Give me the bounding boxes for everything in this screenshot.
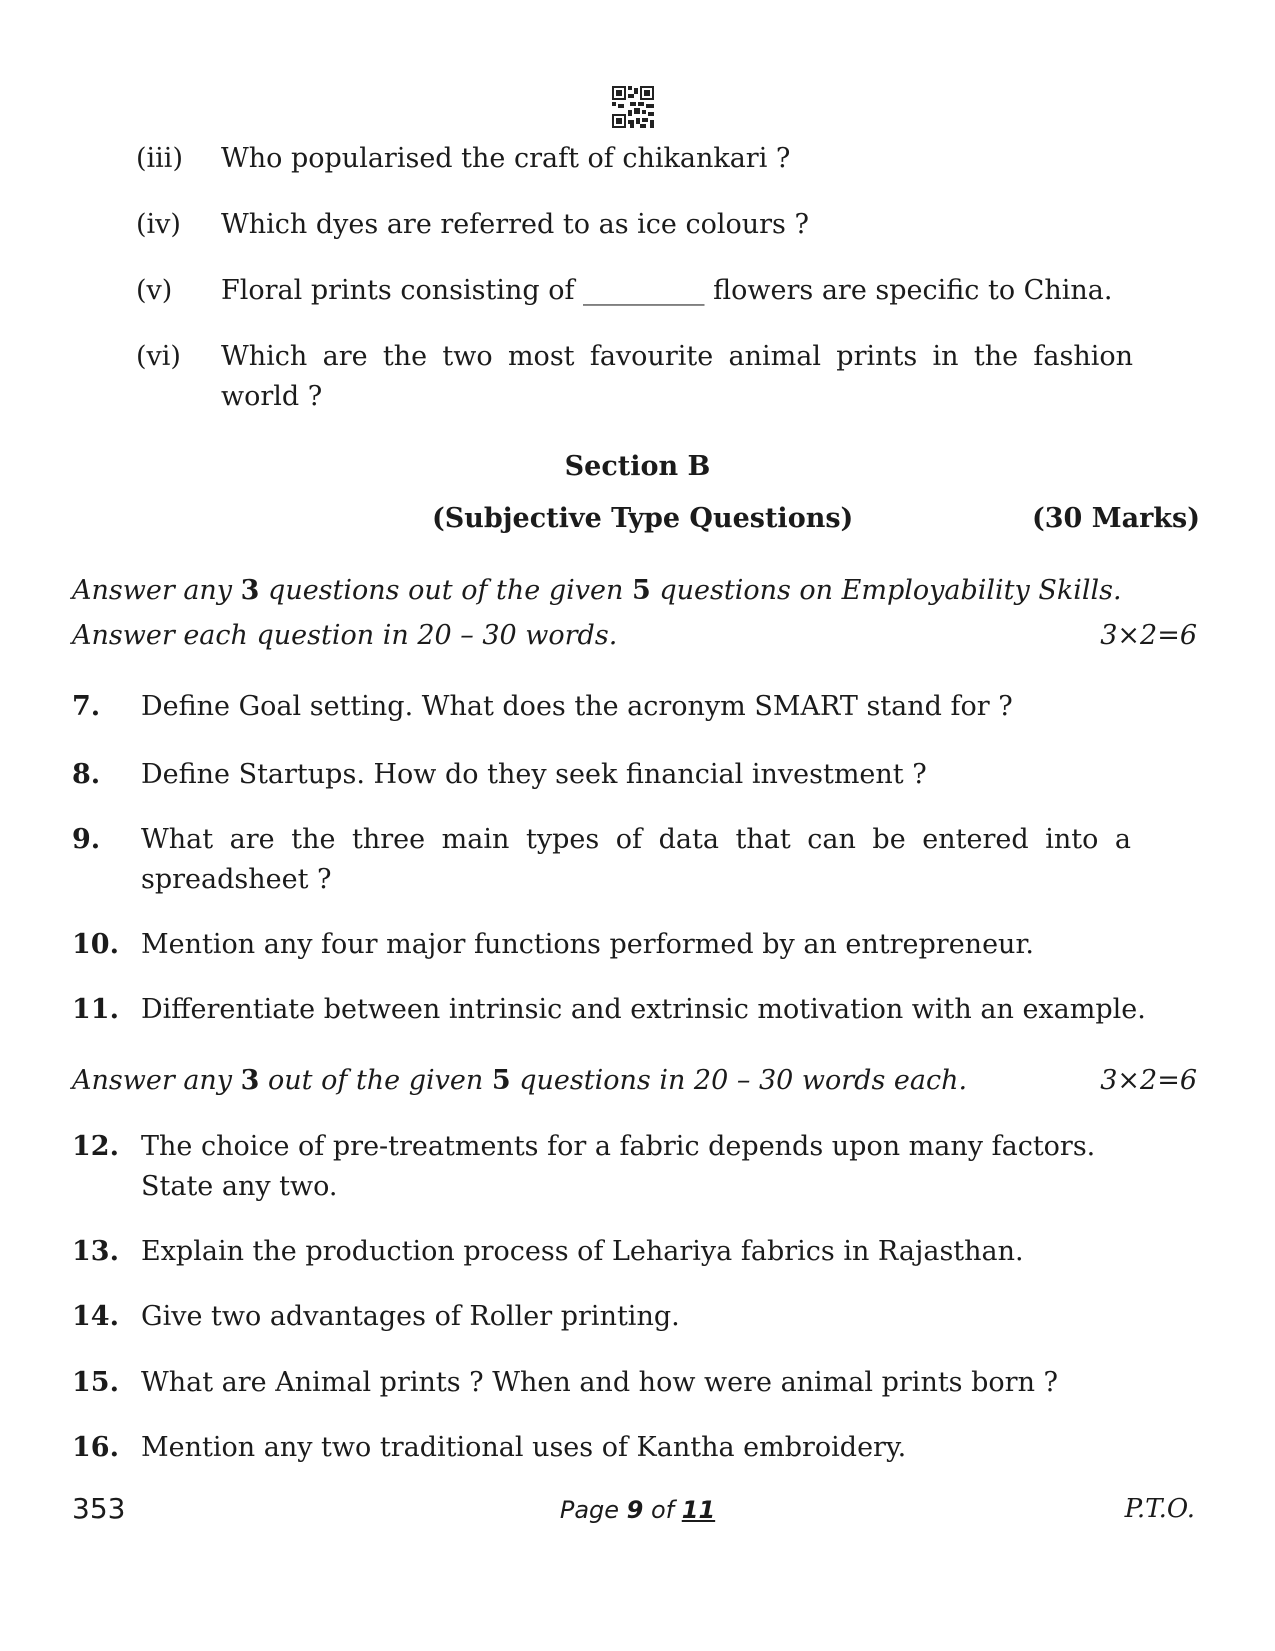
- page-label: Page: [559, 1496, 627, 1524]
- question-text: Mention any two traditional uses of Kantha embroidery.: [141, 1432, 907, 1463]
- question-number: 14.: [72, 1301, 119, 1332]
- instruction-employability: [72, 571, 1122, 611]
- subpart-text: Which dyes are referred to as ice colours ?: [221, 209, 809, 240]
- question-text: Differentiate between intrinsic and extrinsic motivation with an example.: [141, 994, 1146, 1025]
- page-of-label: of: [643, 1496, 682, 1524]
- subpart-label: (v): [136, 275, 173, 306]
- instruction-number: 5: [631, 575, 651, 606]
- question-text: What are the three main types of data that can be entered into a spreadsheet ?: [141, 824, 1131, 895]
- question-number: 16.: [72, 1432, 119, 1463]
- instruction-marks: 3×2=6: [1100, 1065, 1197, 1096]
- instruction-text: questions out of the given: [259, 575, 632, 606]
- section-marks: (30 Marks): [1031, 503, 1200, 534]
- question-number: 15.: [72, 1367, 119, 1398]
- question-number: 8.: [72, 759, 101, 790]
- question-number: 12.: [72, 1131, 119, 1162]
- paper-code: 353: [72, 1492, 126, 1525]
- instruction-text: out of the given: [259, 1065, 492, 1096]
- question-number: 13.: [72, 1236, 119, 1267]
- question-number: 9.: [72, 824, 101, 855]
- subpart-label: (iv): [136, 209, 181, 240]
- question-text: Explain the production process of Lehariya fabrics in Rajasthan.: [141, 1236, 1024, 1267]
- subpart-label: (vi): [136, 341, 181, 372]
- qr-code-icon: [612, 86, 654, 128]
- instruction-number: 3: [240, 575, 260, 606]
- question-text: Define Startups. How do they seek financial investment ?: [141, 759, 927, 790]
- instruction-number: 5: [491, 1065, 511, 1096]
- question-number: 10.: [72, 929, 119, 960]
- subpart-label: (iii): [136, 143, 183, 174]
- question-text: Define Goal setting. What does the acronym SMART stand for ?: [141, 691, 1013, 722]
- page-current: 9: [626, 1496, 644, 1524]
- pto-label: P.T.O.: [1124, 1494, 1195, 1524]
- instruction-number: 3: [240, 1065, 260, 1096]
- subpart-text: Who popularised the craft of chikankari ?: [221, 143, 791, 174]
- page-number: [0, 1490, 1275, 1530]
- question-number: 7.: [72, 691, 101, 722]
- page-total: 11: [681, 1496, 716, 1524]
- instruction-word-limit: Answer each question in 20 – 30 words.: [72, 620, 618, 651]
- section-title: Section B: [564, 451, 711, 482]
- instruction-text: Answer any: [72, 575, 241, 606]
- subpart-text: Floral prints consisting of _________ flowers are specific to China.: [221, 275, 1113, 306]
- instruction-text: Answer any: [72, 1065, 241, 1096]
- question-text: Mention any four major functions performed by an entrepreneur.: [141, 929, 1034, 960]
- section-subtitle: (Subjective Type Questions): [432, 503, 854, 534]
- question-text: The choice of pre-treatments for a fabric depends upon many factors. State any two.: [141, 1131, 1096, 1202]
- instruction-text: questions in 20 – 30 words each.: [510, 1065, 968, 1096]
- instruction-subject: [72, 1061, 967, 1101]
- instruction-text: questions on Employability Skills.: [650, 575, 1122, 606]
- question-number: 11.: [72, 994, 119, 1025]
- question-text: What are Animal prints ? When and how were animal prints born ?: [141, 1367, 1059, 1398]
- question-text: Give two advantages of Roller printing.: [141, 1301, 680, 1332]
- subpart-text: Which are the two most favourite animal prints in the fashion world ?: [221, 341, 1133, 412]
- instruction-marks: 3×2=6: [1100, 620, 1197, 651]
